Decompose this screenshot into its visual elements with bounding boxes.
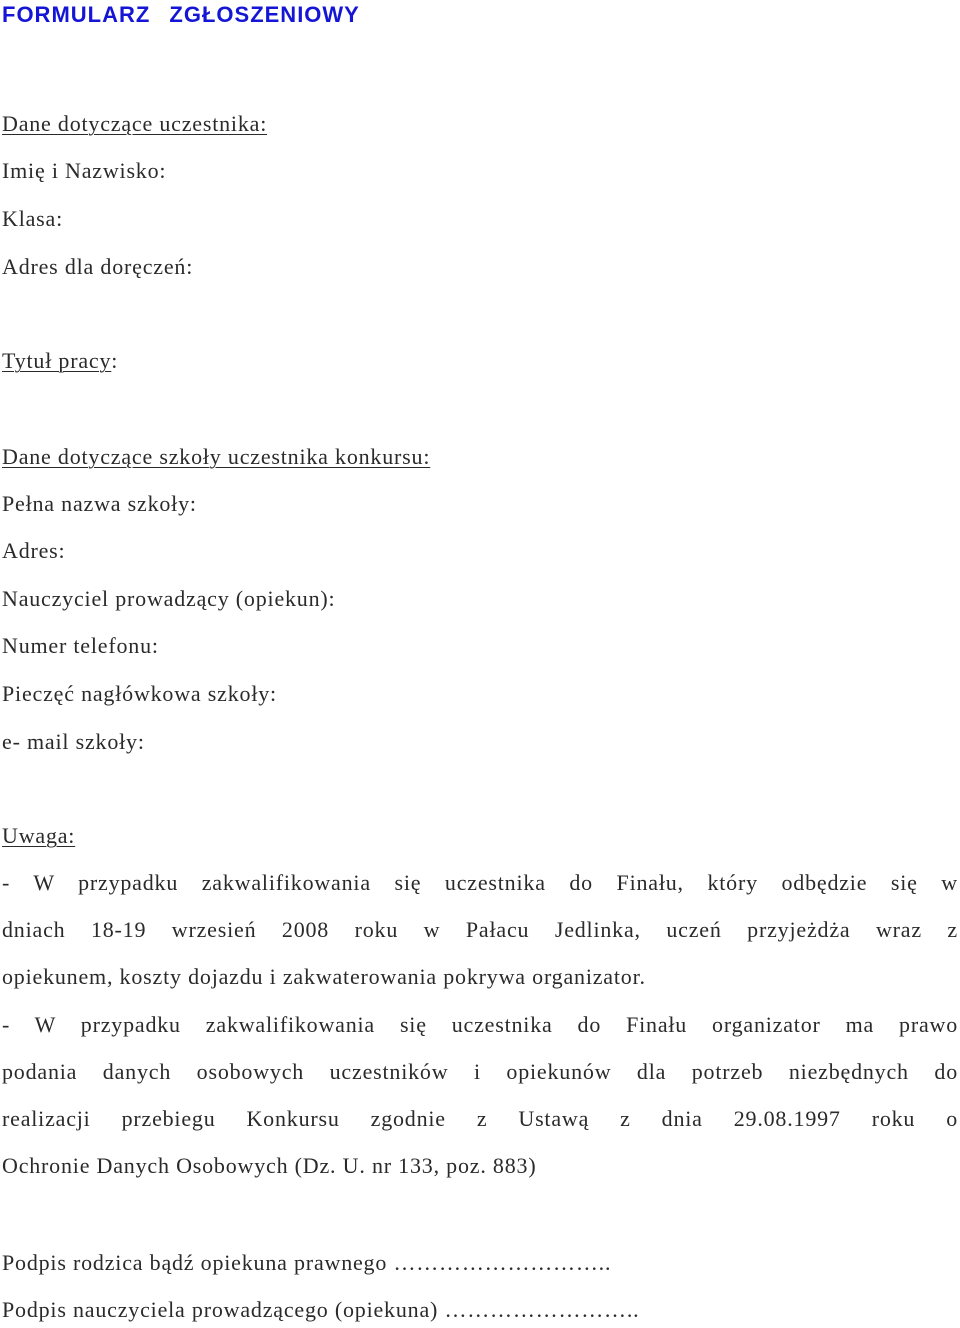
note-paragraph-2-line: Ochronie Danych Osobowych (Dz. U. nr 133, poz. 883) xyxy=(2,1153,537,1178)
note-paragraph-2-line: - W przypadku zakwalifikowania się uczestnika do Finału organizator ma prawo xyxy=(2,1012,958,1037)
school-stamp-label: Pieczęć nagłówkowa szkoły: xyxy=(2,681,277,706)
school-email-label: e- mail szkoły: xyxy=(2,729,145,754)
delivery-address-label: Adres dla doręczeń: xyxy=(2,254,194,279)
phone-label: Numer telefonu: xyxy=(2,633,159,658)
form-title: FORMULARZ ZGŁOSZENIOWY xyxy=(2,2,360,27)
name-label: Imię i Nazwisko: xyxy=(2,158,167,183)
work-title-label xyxy=(2,347,118,375)
note-paragraph-2-line: podania danych osobowych uczestników i opiekunów dla potrzeb niezbędnych do xyxy=(2,1059,958,1084)
teacher-signature-line: Podpis nauczyciela prowadzącego (opiekuna) …………………….. xyxy=(2,1297,640,1322)
note-paragraph-1-line: dniach 18-19 wrzesień 2008 roku w Pałacu Jedlinka, uczeń przyjeżdża wraz z xyxy=(2,917,958,942)
note-paragraph-1-line: - W przypadku zakwalifikowania się uczestnika do Finału, który odbędzie się w xyxy=(2,870,958,895)
note-heading: Uwaga: xyxy=(2,823,76,848)
school-address-label: Adres: xyxy=(2,538,66,563)
note-paragraph-2-line: realizacji przebiegu Konkursu zgodnie z Ustawą z dnia 29.08.1997 roku o xyxy=(2,1106,958,1131)
school-full-name-label: Pełna nazwa szkoły: xyxy=(2,491,197,516)
work-title-text: Tytuł pracy xyxy=(2,348,112,373)
note-paragraph-1 xyxy=(2,859,958,1000)
teacher-label: Nauczyciel prowadzący (opiekun): xyxy=(2,586,336,611)
class-label: Klasa: xyxy=(2,206,64,231)
school-heading: Dane dotyczące szkoły uczestnika konkursu: xyxy=(2,444,431,469)
parent-signature-line: Podpis rodzica bądź opiekuna prawnego ……………………….. xyxy=(2,1250,612,1275)
work-title-colon: : xyxy=(111,348,119,373)
note-paragraph-1-line: opiekunem, koszty dojazdu i zakwaterowania pokrywa organizator. xyxy=(2,964,646,989)
participant-heading: Dane dotyczące uczestnika: xyxy=(2,111,268,136)
note-paragraph-2 xyxy=(2,1001,958,1189)
